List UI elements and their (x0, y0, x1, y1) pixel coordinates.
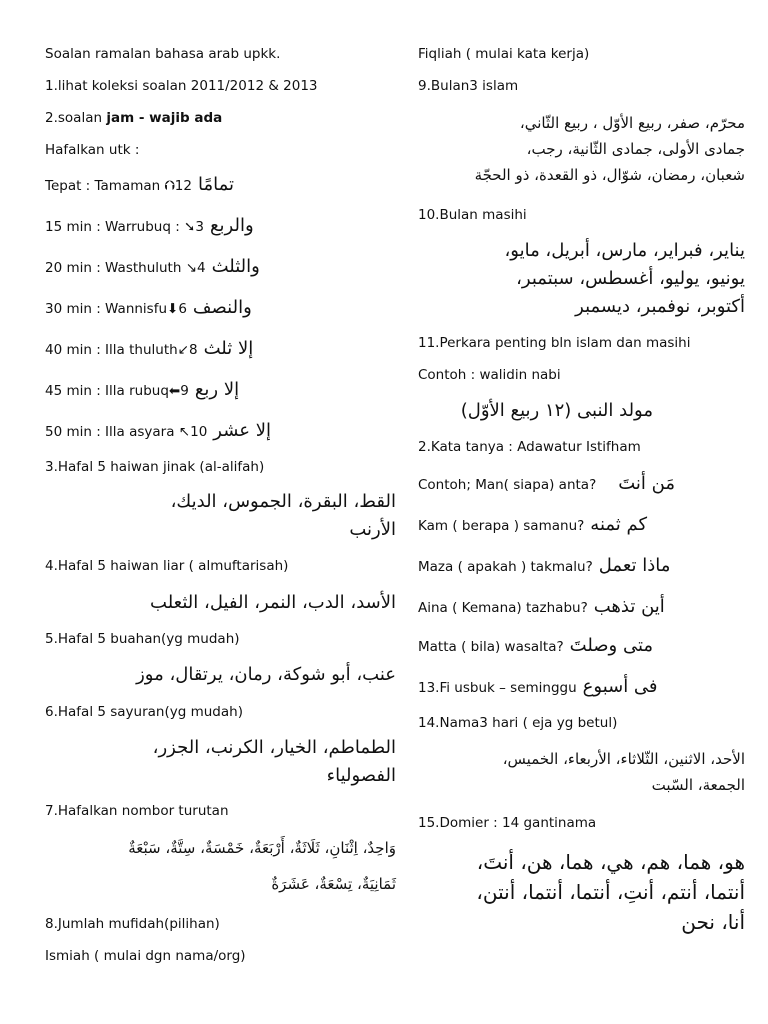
question-label: Aina ( Kemana) tazhabu? (418, 600, 588, 616)
question-arabic: ماذا تعمل (598, 555, 671, 576)
arabic-days-1: الأحد، الاثنين، الثّلاثاء، الأربعاء، الخميس، (502, 750, 745, 768)
item-8: 8.Jumlah mufidah(pilihan) (45, 916, 220, 932)
arabic-week: فى أسبوع (582, 676, 658, 697)
arabic-tame-animals-1: القط، البقرة، الجموس، الديك، (170, 491, 396, 512)
item-1: 1.lihat koleksi soalan 2011/2012 & 2013 (45, 78, 318, 94)
question-row (418, 516, 647, 535)
question-label: Maza ( apakah ) takmalu? (418, 559, 593, 575)
time-arabic: إلا عشر (213, 420, 271, 441)
item-14: 14.Nama3 hari ( eja yg betul) (418, 715, 618, 731)
question-arabic: مَن أنتَ (618, 473, 676, 494)
arabic-pronouns-2: أنتما، أنتم، أنتِ، أنتما، أنتما، أنتن، (476, 880, 745, 904)
question-row (418, 475, 675, 494)
item-2-prefix: 2.soalan (45, 110, 107, 126)
time-row (45, 299, 252, 318)
arabic-numbers-1: وَاحِدٌ، اِثْنَانِ، ثَلَاثَةٌ، أَرْبَعَةٌ، خَمْسَةٌ، سِتَّةٌ، سَبْعَةٌ (128, 839, 396, 857)
arabic-vegetables-1: الطماطم، الخيار، الكرنب، الجزر، (152, 737, 396, 758)
question-row (418, 598, 665, 617)
item-4: 4.Hafal 5 haiwan liar ( almuftarisah) (45, 558, 289, 574)
item-2 (45, 109, 222, 127)
item-9: 9.Bulan3 islam (418, 78, 519, 94)
time-row (45, 217, 254, 236)
time-row (45, 381, 239, 400)
arabic-numbers-2: ثَمَانِيَةٌ، تِسْعَةٌ، عَشَرَةٌ (271, 875, 396, 893)
item-13 (418, 678, 658, 697)
time-row (45, 176, 234, 195)
item-2-bold: jam - wajib ada (106, 110, 223, 126)
item-10: 10.Bulan masihi (418, 207, 527, 223)
time-label: 20 min : Wasthuluth ↘4 (45, 260, 206, 276)
hafal-label: Hafalkan utk : (45, 142, 140, 158)
item-7: 7.Hafalkan nombor turutan (45, 803, 229, 819)
question-arabic: متى وصلتَ (569, 635, 654, 656)
item-12: 2.Kata tanya : Adawatur Istifham (418, 439, 641, 455)
question-row (418, 557, 670, 576)
time-arabic: والثلث (211, 256, 260, 277)
time-arabic: والربع (209, 215, 254, 236)
item-5: 5.Hafal 5 buahan(yg mudah) (45, 631, 240, 647)
time-label: Tepat : Tamaman ⮉12 (45, 178, 192, 194)
arabic-wild-animals: الأسد، الدب، النمر، الفيل، الثعلب (150, 592, 396, 613)
arabic-pronouns-1: هو، هما، هم، هي، هما، هن، أنتَ، (476, 850, 745, 874)
time-row (45, 258, 260, 277)
time-arabic: تمامًا (197, 174, 234, 195)
item-3: 3.Hafal 5 haiwan jinak (al-alifah) (45, 459, 265, 475)
arabic-islamic-months-1: محرّم، صفر، ربيع الأوّل ، ربيع الثّاني، (519, 114, 745, 132)
time-label: 15 min : Warrubuq : ➘3 (45, 219, 204, 235)
item-15: 15.Domier : 14 gantinama (418, 815, 597, 831)
time-row (45, 340, 253, 359)
doc-title: Soalan ramalan bahasa arab upkk. (45, 46, 281, 62)
item-13-label: 13.Fi usbuk – seminggu (418, 680, 577, 696)
time-arabic: إلا ربع (194, 379, 240, 400)
time-arabic: والنصف (192, 297, 252, 318)
arabic-pronouns-3: أنا، نحن (681, 910, 745, 934)
question-label: Kam ( berapa ) samanu? (418, 518, 585, 534)
fiqliah-label: Fiqliah ( mulai kata kerja) (418, 46, 590, 62)
arabic-islamic-months-2: جمادى الأولى، جمادى الثّانية، رجب، (526, 140, 745, 158)
arabic-gregorian-months-2: يونيو، يوليو، أغسطس، سبتمبر، (516, 268, 745, 289)
arabic-days-2: الجمعة، السّبت (651, 776, 745, 794)
time-label: 45 min : Illa rubuq⬅9 (45, 383, 189, 399)
question-arabic: كم ثمنه (590, 514, 648, 535)
time-label: 30 min : Wannisfu⬇6 (45, 301, 187, 317)
time-label: 50 min : Illa asyara ↖10 (45, 424, 208, 440)
arabic-maulid: مولد النبى (١٢ ربيع الأوّل) (460, 400, 653, 421)
arabic-islamic-months-3: شعبان، رمضان، شوّال، ذو القعدة، ذو الحجّة (474, 166, 745, 184)
arabic-vegetables-2: الفصولياء (326, 765, 396, 786)
item-6: 6.Hafal 5 sayuran(yg mudah) (45, 704, 243, 720)
time-label: 40 min : Illa thuluth↙8 (45, 342, 198, 358)
item-11-example: Contoh : walidin nabi (418, 367, 561, 383)
question-arabic: أين تذهب (593, 596, 665, 617)
time-arabic: إلا ثلث (203, 338, 254, 359)
arabic-gregorian-months-1: يناير، فبراير، مارس، أبريل، مايو، (504, 240, 745, 261)
question-row (418, 637, 653, 656)
arabic-fruits: عنب، أبو شوكة، رمان، يرتقال، موز (136, 664, 396, 685)
arabic-tame-animals-2: الأرنب (349, 519, 396, 540)
question-label: Contoh; Man( siapa) anta? (418, 477, 597, 493)
item-11: 11.Perkara penting bln islam dan masihi (418, 335, 691, 351)
question-label: Matta ( bila) wasalta? (418, 639, 564, 655)
arabic-gregorian-months-3: أكتوبر، نوفمبر، ديسمبر (575, 296, 745, 317)
item-8-ismiah: Ismiah ( mulai dgn nama/org) (45, 948, 246, 964)
time-row (45, 422, 271, 441)
